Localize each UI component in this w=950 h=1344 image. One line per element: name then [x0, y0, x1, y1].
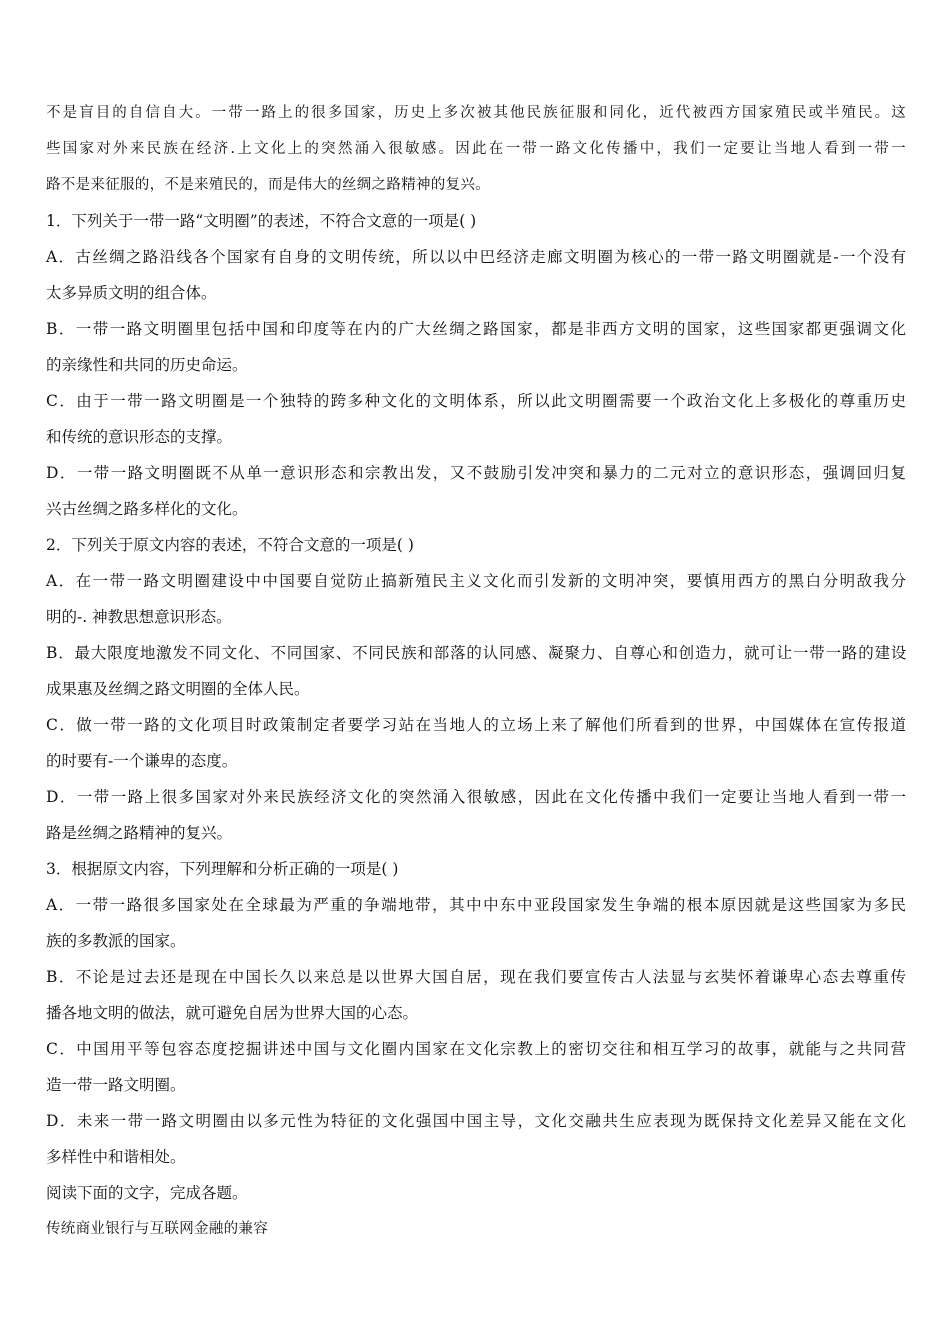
option-text: 兴古丝绸之路多样化的文化。: [46, 500, 248, 518]
option-text: A．古丝绸之路沿线各个国家有自身的文明传统，所以以中巴经济走廊文明圈为核心的一带一路文明圈就是-一个没有: [46, 248, 906, 266]
option-text: C．由于一带一路文明圈是一个独特的跨多种文化的文明体系，所以此文明圈需要一个政治文化上多极化的尊重历史: [46, 392, 906, 410]
option-d[interactable]: [46, 455, 906, 527]
intro-line: 不是盲目的自信自大。一带一路上的很多国家，历史上多次被其他民族征服和同化，近代被西方国家殖民或半殖民。这: [46, 105, 906, 121]
option-text: 造一带一路文明圈。: [46, 1076, 186, 1094]
option-d[interactable]: [46, 1103, 906, 1175]
option-text: A．一带一路很多国家处在全球最为严重的争端地带，其中中东中亚段国家发生争端的根本原因就是这些国家为多民: [46, 896, 906, 914]
option-text: D．一带一路文明圈既不从单一意识形态和宗教出发，又不鼓励引发冲突和暴力的二元对立的意识形态，强调回归复: [46, 464, 906, 482]
option-text: B．一带一路文明圈里包括中国和印度等在内的广大丝绸之路国家，都是非西方文明的国家，这些国家都更强调文化: [46, 320, 906, 338]
option-text: 太多异质文明的组合体。: [46, 284, 217, 302]
option-text: 路是丝绸之路精神的复兴。: [46, 824, 233, 842]
option-d[interactable]: [46, 779, 906, 851]
option-c[interactable]: [46, 1031, 906, 1103]
question-stem: 3．根据原文内容，下列理解和分析正确的一项是( ): [46, 860, 399, 878]
option-text: 播各地文明的做法，就可避免自居为世界大国的心态。: [46, 1004, 419, 1022]
option-text: D．未来一带一路文明圈由以多元性为特征的文化强国中国主导，文化交融共生应表现为既保持文化差异又能在文化: [46, 1112, 906, 1130]
option-b[interactable]: [46, 311, 906, 383]
question-2: [46, 527, 906, 851]
option-text: 的时要有-一个谦卑的态度。: [46, 752, 238, 770]
question-3: [46, 851, 906, 1175]
option-c[interactable]: [46, 383, 906, 455]
option-text: 明的-. 神教思想意识形态。: [46, 608, 232, 626]
option-text: 族的多教派的国家。: [46, 932, 186, 950]
option-c[interactable]: [46, 707, 906, 779]
option-text: 的亲缘性和共同的历史命运。: [46, 356, 248, 374]
option-text: D．一带一路上很多国家对外来民族经济文化的突然涌入很敏感，因此在文化传播中我们一定要让当地人看到一带一: [46, 788, 906, 806]
question-1: [46, 203, 906, 527]
option-text: 和传统的意识形态的支撑。: [46, 428, 233, 446]
option-a[interactable]: [46, 887, 906, 959]
passage-title: 传统商业银行与互联网金融的兼容: [46, 1221, 268, 1237]
option-text: B．最大限度地激发不同文化、不同国家、不同民族和部落的认同感、凝聚力、自尊心和创造力，就可让一带一路的建设: [46, 644, 906, 662]
option-text: 成果惠及丝绸之路文明圈的全体人民。: [46, 680, 310, 698]
option-a[interactable]: [46, 239, 906, 311]
option-text: C．做一带一路的文化项目时政策制定者要学习站在当地人的立场上来了解他们所看到的世界，中国媒体在宣传报道: [46, 716, 906, 734]
option-text: B．不论是过去还是现在中国长久以来总是以世界大国自居，现在我们要宣传古人法显与玄奘怀着谦卑心态去尊重传: [46, 968, 906, 986]
intro-paragraph: [46, 95, 906, 203]
intro-line: 些国家对外来民族在经济.上文化上的突然涌入很敏感。因此在一带一路文化传播中，我们一定要让当地人看到一带一: [46, 141, 906, 157]
reading-instruction: 阅读下面的文字，完成各题。: [46, 1184, 248, 1202]
option-text: A．在一带一路文明圈建设中中国要自觉防止搞新殖民主义文化而引发新的文明冲突，要慎用西方的黑白分明敌我分: [46, 572, 906, 590]
question-stem: 1．下列关于一带一路“文明圈”的表述，不符合文意的一项是( ): [46, 212, 477, 230]
option-b[interactable]: [46, 635, 906, 707]
option-b[interactable]: [46, 959, 906, 1031]
option-text: 多样性中和谐相处。: [46, 1148, 186, 1166]
option-a[interactable]: [46, 563, 906, 635]
option-text: C．中国用平等包容态度挖掘讲述中国与文化圈内国家在文化宗教上的密切交往和相互学习的故事，就能与之共同营: [46, 1040, 906, 1058]
question-stem: 2．下列关于原文内容的表述，不符合文意的一项是( ): [46, 536, 414, 554]
document-page: [46, 95, 906, 1247]
intro-line: 路不是来征服的，不是来殖民的，而是伟大的丝绸之路精神的复兴。: [46, 177, 490, 193]
